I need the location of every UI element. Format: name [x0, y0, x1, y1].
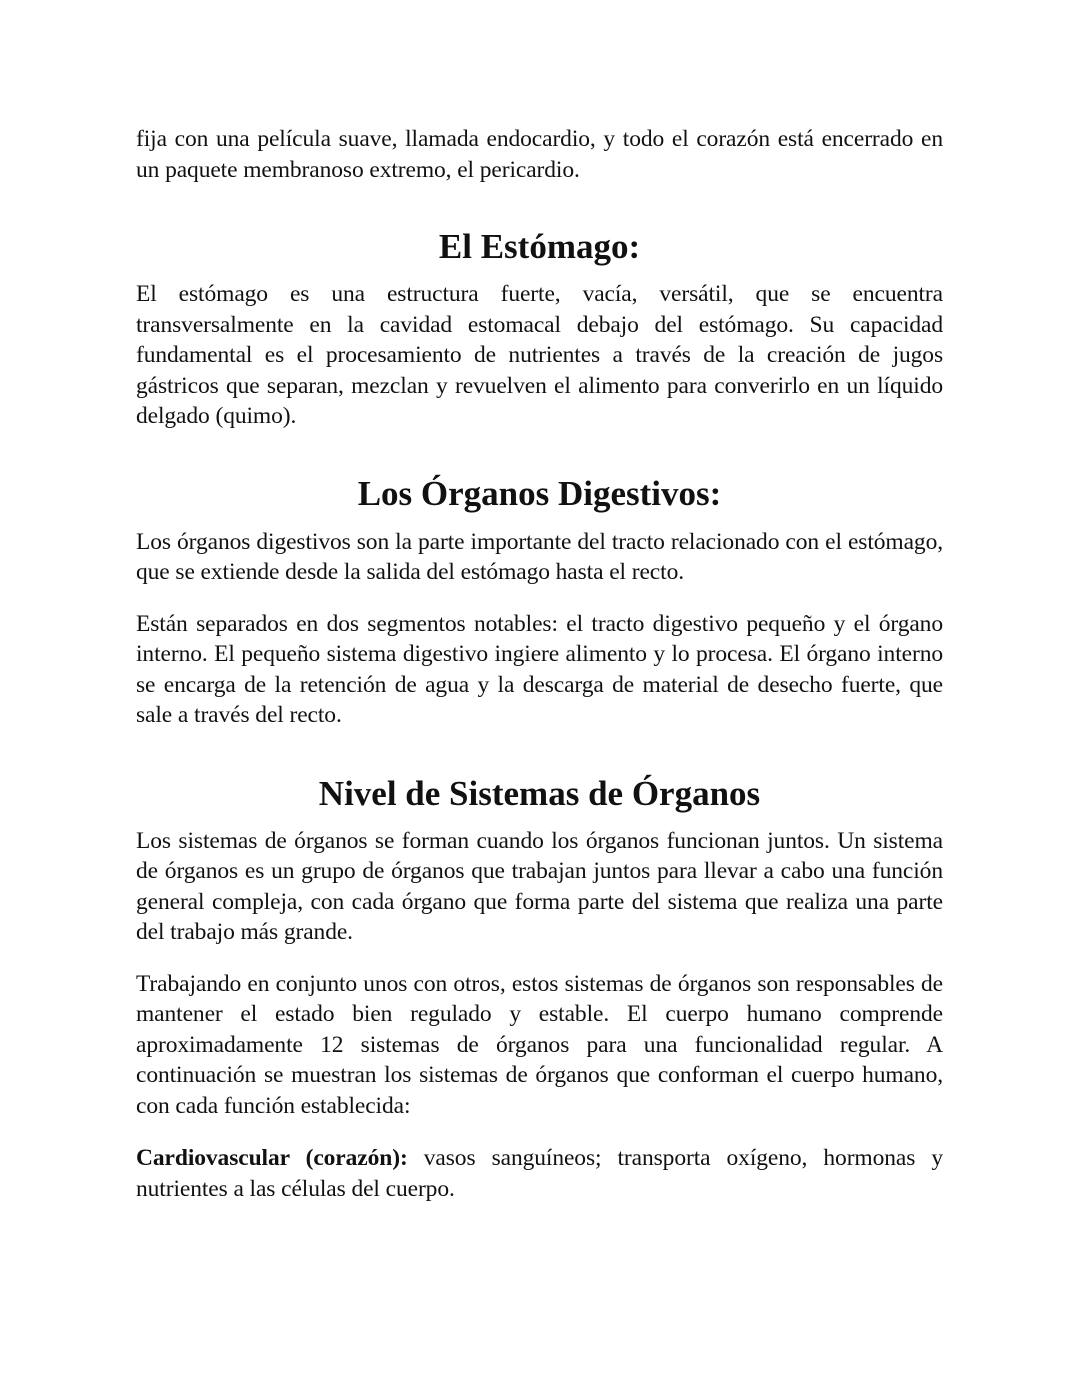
heading-nivel-sistemas: Nivel de Sistemas de Órganos: [318, 773, 761, 813]
paragraph-sistemas-1: Los sistemas de órganos se forman cuando los órganos funcionan juntos. Un sistema de órganos es un grupo de órganos que trabajan juntos para llevar a cabo una función general compleja, con cada órgano que forma parte del sistema que realiza una parte del trabajo más grande.: [136, 827, 943, 945]
document-page: [136, 124, 943, 1204]
intro-paragraph: fija con una película suave, llamada endocardio, y todo el corazón está encerrado en un paquete membranoso extremo, el pericardio.: [136, 126, 943, 183]
heading-organos-digestivos: Los Órganos Digestivos:: [357, 473, 722, 513]
paragraph-digestivos-1: Los órganos digestivos son la parte importante del tracto relacionado con el estómago, que se extiende desde la salida del estómago hasta el recto.: [136, 528, 943, 585]
definition-cardiovascular: [136, 1143, 943, 1204]
definition-text: vasos sanguíneos; transporta oxígeno, hormonas y nutrientes a las células del cuerpo.: [136, 1145, 943, 1202]
paragraph-sistemas-2: Trabajando en conjunto unos con otros, estos sistemas de órganos son responsables de mantener el estado bien regulado y estable. El cuerpo humano comprende aproximadamente 12 sistemas de órganos para una funcionalidad regular. A continuación se muestran los sistemas de órganos que conforman el cuerpo humano, con cada función establecida:: [136, 970, 943, 1119]
paragraph-estomago: El estómago es una estructura fuerte, vacía, versátil, que se encuentra transversalmente en la cavidad estomacal debajo del estómago. Su capacidad fundamental es el procesamiento de nutrientes a través de la creación de jugos gástricos que separan, mezclan y revuelven el alimento para converirlo en un líquido delgado (quimo).: [136, 281, 943, 429]
paragraph-digestivos-2: Están separados en dos segmentos notables: el tracto digestivo pequeño y el órgano interno. El pequeño sistema digestivo ingiere alimento y lo procesa. El órgano interno se encarga de la retención de agua y la descarga de material de desecho fuerte, que sale a través del recto.: [136, 610, 943, 728]
definition-term: Cardiovascular (corazón):: [136, 1145, 408, 1171]
heading-el-estomago: El Estómago:: [438, 227, 641, 266]
